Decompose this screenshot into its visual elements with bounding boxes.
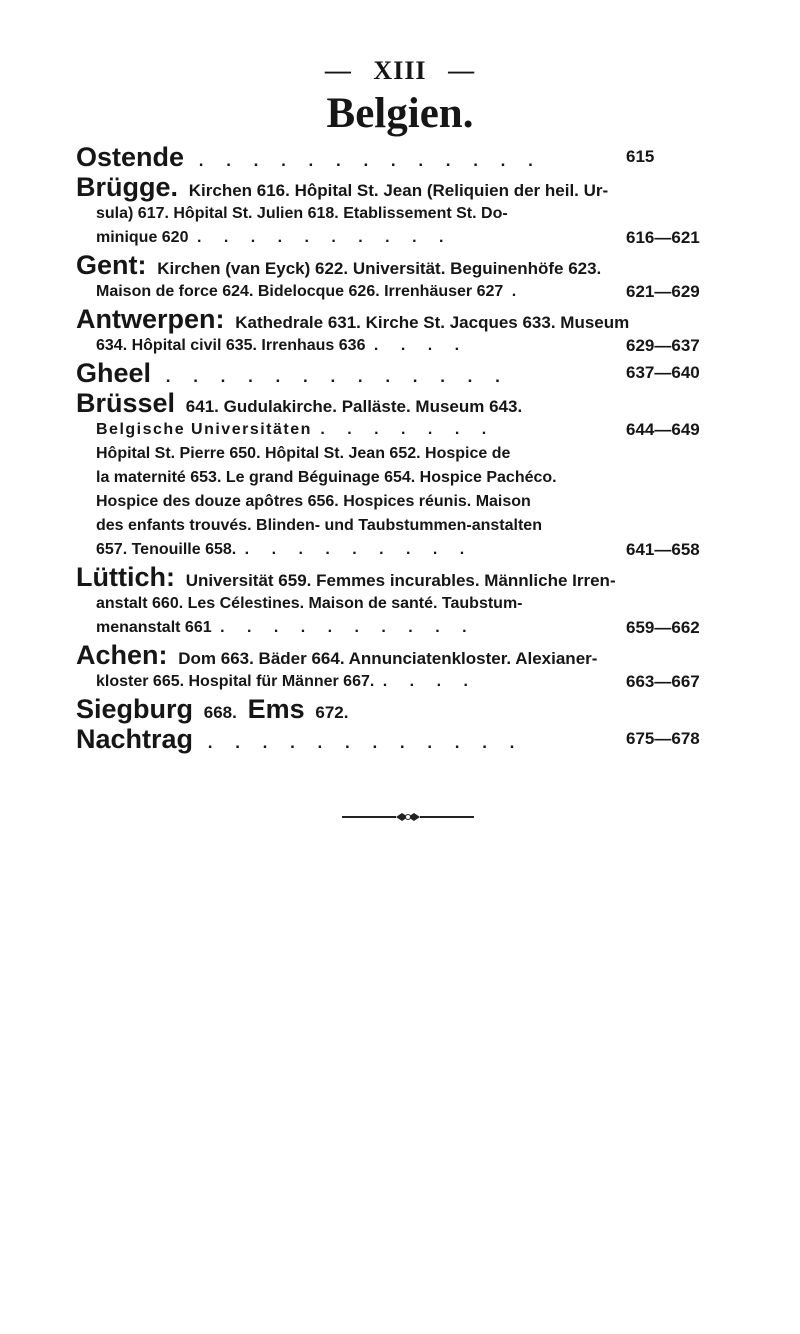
page-range: 629—637 xyxy=(626,336,700,355)
toc-entry-gent xyxy=(76,250,736,304)
leader-dots: . . . . xyxy=(373,337,469,354)
page-number: XIII xyxy=(373,56,427,85)
page-range: 615 xyxy=(626,147,655,166)
page-range: 659—662 xyxy=(626,618,700,637)
entry-text: 672. xyxy=(315,703,349,722)
entry-text: minique 620 xyxy=(96,229,189,246)
leader-dots: . . . . . . . . . xyxy=(244,541,474,558)
toc-line xyxy=(76,304,736,334)
entry-text: menanstalt 661 xyxy=(96,619,212,636)
toc-line xyxy=(76,694,736,724)
toc-entry-achen xyxy=(76,640,736,694)
entry-text: Kirchen (van Eyck) 622. Universität. Beguinenhöfe 623. xyxy=(157,259,602,278)
entry-text: 634. Hôpital civil 635. Irrenhaus 636 xyxy=(96,337,366,354)
entry-text: Hospice des douze apôtres 656. Hospices réunis. Maison xyxy=(96,493,531,510)
entry-text: 657. Tenouille 658. xyxy=(96,541,237,558)
city-name: Nachtrag xyxy=(76,724,194,754)
toc-entry-gheel xyxy=(76,358,736,388)
header-dash-left: — xyxy=(324,56,352,85)
toc-line xyxy=(76,142,736,172)
city-name: Achen: xyxy=(76,640,168,670)
toc-entry-siegburg-ems xyxy=(76,694,736,724)
toc-line xyxy=(76,418,736,442)
toc-line xyxy=(76,592,736,616)
toc-line xyxy=(76,616,736,640)
city-name: Ostende xyxy=(76,142,185,172)
toc-line xyxy=(76,466,736,490)
entry-text: sula) 617. Hôpital St. Julien 618. Etablissement St. Do- xyxy=(96,205,508,222)
toc-entry-nachtrag xyxy=(76,724,736,754)
leader-dots: . . . . . . . xyxy=(320,421,496,438)
entry-text: Kirchen 616. Hôpital St. Jean (Reliquien der heil. Ur- xyxy=(188,181,609,200)
city-name: Ems xyxy=(247,694,305,724)
city-name: Siegburg xyxy=(76,694,194,724)
toc-line xyxy=(76,358,736,388)
toc-line xyxy=(76,250,736,280)
entry-text: Maison de force 624. Bidelocque 626. Irrenhäuser 627 xyxy=(96,283,504,300)
entry-text: anstalt 660. Les Célestines. Maison de santé. Taubstum- xyxy=(96,595,523,612)
entry-text: Universität 659. Femmes incurables. Männliche Irren- xyxy=(185,571,616,590)
toc-line xyxy=(76,442,736,466)
toc-line xyxy=(76,490,736,514)
page-range: 637—640 xyxy=(626,363,700,382)
entry-text: 668. xyxy=(203,703,237,722)
table-of-contents xyxy=(76,142,736,754)
page-range: 663—667 xyxy=(626,672,700,691)
page-range: 675—678 xyxy=(626,729,700,748)
entry-text: kloster 665. Hospital für Männer 667. xyxy=(96,673,375,690)
leader-dots: . . . . . . . . . . . . . xyxy=(165,367,509,386)
city-name: Lüttich: xyxy=(76,562,175,592)
city-name: Gheel xyxy=(76,358,152,388)
toc-line xyxy=(76,280,736,304)
entry-text: 641. Gudulakirche. Palläste. Museum 643. xyxy=(185,397,523,416)
toc-line xyxy=(76,724,736,754)
page-range: 641—658 xyxy=(626,540,700,559)
toc-line xyxy=(76,640,736,670)
toc-entry-bruegge xyxy=(76,172,736,250)
toc-line xyxy=(76,538,736,562)
entry-text: Hôpital St. Pierre 650. Hôpital St. Jean 652. Hospice de xyxy=(96,445,511,462)
toc-line xyxy=(76,562,736,592)
toc-line xyxy=(76,202,736,226)
leader-dots: . . . . . . . . . . . . . xyxy=(198,151,542,170)
toc-entry-luettich xyxy=(76,562,736,640)
page-range: 644—649 xyxy=(626,420,700,439)
page-range: 616—621 xyxy=(626,228,700,247)
leader-dots: . . . . . . . . . . . . xyxy=(207,733,524,752)
entry-text: Dom 663. Bäder 664. Annunciatenkloster. Alexianer- xyxy=(178,649,598,668)
entry-text: Belgische Universitäten xyxy=(96,421,312,438)
toc-entry-ostende xyxy=(76,142,736,172)
entry-text: Kathedrale 631. Kirche St. Jacques 633. Museum xyxy=(235,313,630,332)
city-name: Brüssel xyxy=(76,388,176,418)
leader-dots: . . . . . . . . . . xyxy=(196,229,453,246)
toc-line xyxy=(76,172,736,202)
section-title: Belgien. xyxy=(326,90,474,137)
city-name: Antwerpen: xyxy=(76,304,225,334)
toc-entry-bruessel xyxy=(76,388,736,562)
toc-line xyxy=(76,226,736,250)
page-range: 621—629 xyxy=(626,282,700,301)
entry-text: des enfants trouvés. Blinden- und Taubstummen-anstalten xyxy=(96,517,542,534)
toc-line xyxy=(76,670,736,694)
toc-line xyxy=(76,514,736,538)
header-dash-right: — xyxy=(448,56,476,85)
ornament-divider xyxy=(342,811,474,823)
entry-text: la maternité 653. Le grand Béguinage 654. Hospice Pachéco. xyxy=(96,469,557,486)
city-name: Brügge. xyxy=(76,172,179,202)
page-header xyxy=(0,56,800,86)
city-name: Gent: xyxy=(76,250,147,280)
toc-line xyxy=(76,388,736,418)
leader-dots: . . . . xyxy=(382,673,477,690)
toc-entry-antwerpen xyxy=(76,304,736,358)
leader-dots: . xyxy=(511,283,526,300)
toc-line xyxy=(76,334,736,358)
leader-dots: . . . . . . . . . . xyxy=(220,619,476,636)
